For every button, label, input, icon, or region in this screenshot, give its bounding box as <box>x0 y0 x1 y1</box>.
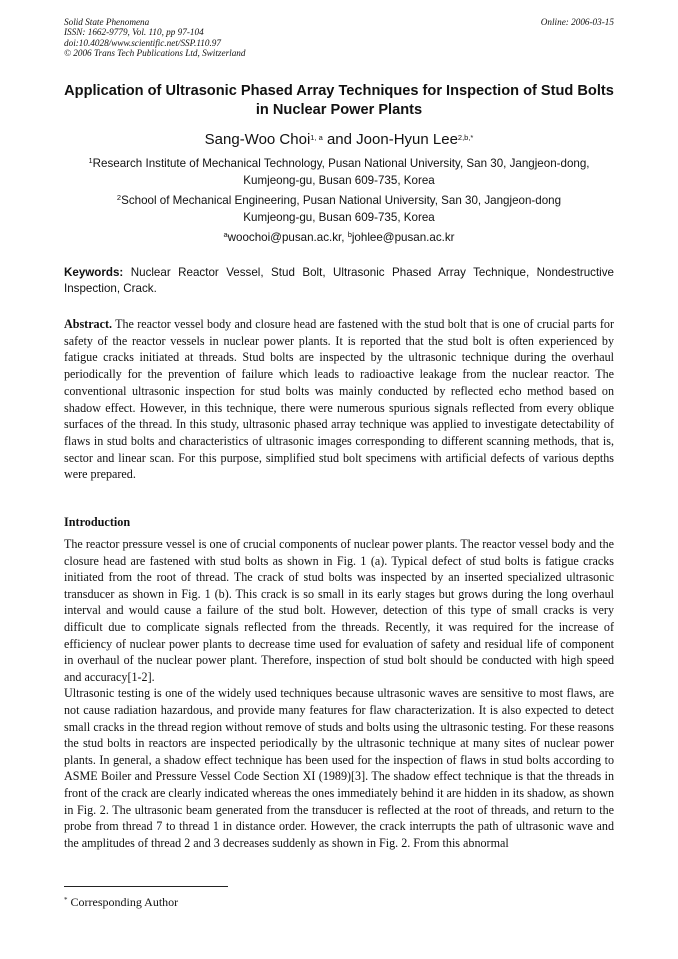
affiliation-2 <box>56 192 622 226</box>
author-line <box>40 131 638 148</box>
footnote-text: Corresponding Author <box>67 895 179 909</box>
email-line <box>56 229 622 246</box>
keywords-block <box>64 265 614 297</box>
affiliation-1-mark: 1 <box>88 156 93 165</box>
abstract-text: The reactor vessel body and closure head are fastened with the stud bolt that is one of crucial parts for safety of the reactor vessels in nuclear power plants. It is reported that the stud bolt is often experienced by fatigue cracks initiated at threads. Stud bolts are inspected by the ultrasonic technique during the overhaul periodically for the prevention of failure which leads to radioactive leakage from the nuclear reactor. The conventional ultrasonic inspection for stud bolts was mainly conducted by reflected echo method based on shadow effect. However, in this technique, there were numerous spurious signals reflected from every oblique surfaces of the thread. In this study, ultrasonic phased array technique was applied to investigate detectability of flaws in stud bolts and characteristics of ultrasonic images corresponding to different scanning methods, that is, sector and linear scan. For this purpose, simplified stud bolt specimens with artificial defects of various depths were prepared. <box>64 317 614 482</box>
keywords-text: Nuclear Reactor Vessel, Stud Bolt, Ultrasonic Phased Array Technique, Nondestructive Inspection, Crack. <box>64 266 614 295</box>
author-1-affiliation-mark: 1, a <box>310 133 323 142</box>
introduction-body <box>64 536 614 851</box>
affiliation-1-line-1: Research Institute of Mechanical Technology, Pusan National University, San 30, Jangjeon-dong, <box>92 157 590 170</box>
footnote-mark: * <box>64 896 68 904</box>
journal-name: Solid State Phenomena <box>64 17 150 27</box>
doi-line[interactable]: doi:10.4028/www.scientific.net/SSP.110.97 <box>64 37 221 48</box>
journal-header <box>64 17 614 59</box>
author-2-affiliation-mark: 2,b,* <box>457 133 474 142</box>
copyright-line: © 2006 Trans Tech Publications Ltd, Switzerland <box>64 48 246 59</box>
affiliation-1-line-2: Kumjeong-gu, Busan 609-735, Korea <box>243 174 435 187</box>
footnote-divider <box>64 886 228 887</box>
introduction-heading: Introduction <box>64 515 131 529</box>
author-1: Sang-Woo Choi <box>204 131 311 148</box>
keywords-label: Keywords: <box>64 266 124 279</box>
footnote <box>64 895 178 910</box>
paper-title: Application of Ultrasonic Phased Array Techniques for Inspection of Stud Bolts in Nuclear Power Plants <box>64 83 614 118</box>
abstract-label: Abstract. <box>64 317 113 331</box>
author-connector: and <box>322 131 357 148</box>
email-a-mark: a <box>223 230 228 239</box>
introduction-paragraph-1: The reactor pressure vessel is one of crucial components of nuclear power plants. The reactor vessel body and the closure head are fastened with stud bolts as shown in Fig. 1 (a). Typical defect of stud bolts is fatigue cracks initiated from the root of thread. The crack of stud bolts was inspected by an inserted specialized ultrasonic transducer as shown in Fig. 1 (b). This crack is so small in its early stages but grows during the long overhaul interval and would cause a failure of the stud bolt. However, detection of this type of small cracks is very difficult due to complicate signals reflected from the threads. Recently, it was required for the increase of efficiency of nuclear power plants to decrease time used for evaluation of safety and residual life of component in overhaul of the nuclear power plant. Therefore, inspection of stud bolt should be conducted with high speed and accuracy[1-2]. <box>64 537 614 684</box>
author-2: Joon-Hyun Lee <box>356 131 458 148</box>
email-a[interactable]: woochoi@pusan.ac.kr, <box>227 231 348 244</box>
affiliation-2-line-1: School of Mechanical Engineering, Pusan National University, San 30, Jangjeon-dong <box>121 194 562 207</box>
introduction-paragraph-2: Ultrasonic testing is one of the widely used techniques because ultrasonic waves are sensitive to most flaws, are not cause radiation hazardous, and provide many features for flaw characterization. It is also expected to detect small cracks in the thread region without remove of studs and bolts using the ultrasonic testing. For these reasons the stud bolts in reactors are inspected periodically by the ultrasonic technique at many sites of nuclear power plants. In general, a shadow effect technique has been used for the inspection of flaws in stud bolts according to ASME Boiler and Pressure Vessel Code Section XI (1989)[3]. The shadow effect technique is that the threads in front of the crack are clearly indicated whereas the ones immediately behind it are hidden in its shadow, as shown in Fig. 2. The ultrasonic beam generated from the transducer is reflected at the root of threads, and return to the probe from thread 7 to thread 1 in distance order. However, the crack interrupts the path of ultrasonic wave and the amplitudes of thread 2 and 3 decreases suddenly as shown in Fig. 2. From this abnormal <box>64 686 614 850</box>
email-b-mark: b <box>347 230 352 239</box>
affiliation-2-line-2: Kumjeong-gu, Busan 609-735, Korea <box>243 211 435 224</box>
abstract-block <box>64 316 614 483</box>
email-b[interactable]: johlee@pusan.ac.kr <box>351 231 455 244</box>
online-date: Online: 2006-03-15 <box>540 17 614 27</box>
affiliation-2-mark: 2 <box>116 193 122 202</box>
affiliation-1 <box>56 155 622 189</box>
issn-line: ISSN: 1662-9779, Vol. 110, pp 97-104 <box>64 27 204 38</box>
